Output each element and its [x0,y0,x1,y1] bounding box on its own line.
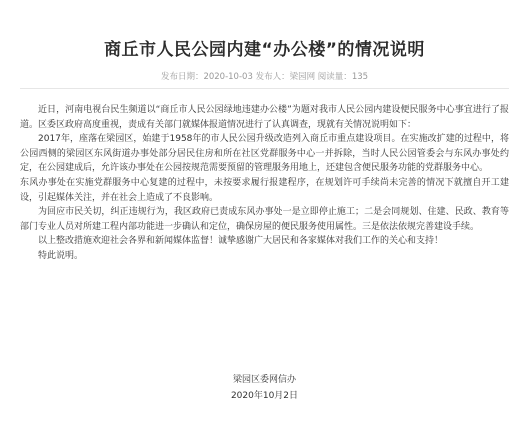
paragraph-issue: 东风办事处在实施党群服务中心复建的过程中，未按要求履行报建程序，在规划许可手续尚未完善的情况下就擅自开工建设，引起媒体关注，并在社会上造成了不良影响。 [20,177,509,203]
signature-date: 2020年10月2日 [230,391,299,401]
paragraph-background: 2017年，座落在梁园区，始建于1958年的市人民公园升级改造列入商丘市重点建设项目。在实施改扩建的过程中，将公园西侧的梁园区东风街道办事处部分居民住房和所在社区党群服务中心一并拆除，当时人民公园管委会与东风办事处约定，在公园建成后，允许该办事处在公园按规范需要预留的管理服务用地上，还建包含便民服务功能的党群服务中心。 [20,134,509,174]
publisher-label: 发布人： [255,72,290,82]
signature-block [0,372,529,404]
paragraph-closing: 特此说明。 [38,250,84,261]
paragraph-intro: 近日，河南电视台民生频道以“商丘市人民公园绿地违建办公楼”为题对我市人民公园内建设便民服务中心事宜进行了报道。区委区政府高度重视，责成有关部门就媒体报道情况进行了认真调查，现就有关情况说明如下： [20,105,509,130]
views-count: 135 [351,72,369,82]
views-label: 阅读量： [317,72,352,82]
meta-divider [20,88,509,89]
signature-org: 梁园区委网信办 [232,375,296,385]
publish-date-label: 发布日期： [160,72,204,82]
paragraph-thanks: 以上整改措施欢迎社会各界和新闻媒体监督！诚挚感谢广大居民和各家媒体对我们工作的关心和支持！ [38,236,444,247]
publish-date: 2020-10-03 [203,72,253,82]
publisher: 梁园网 [289,72,316,82]
article-body [20,103,509,264]
article-meta [0,70,529,82]
paragraph-measures: 为回应市民关切，纠正违规行为，我区政府已责成东风办事处一是立即停止施工；二是会同规划、住建、民政、教育等部门专业人员对所建工程内部功能进一步确认和定位，确保房屋的便民服务使用属性。三是依法依规完善建设手续。 [20,207,509,232]
article-title: 商丘市人民公园内建“办公楼”的情况说明 [104,40,425,60]
